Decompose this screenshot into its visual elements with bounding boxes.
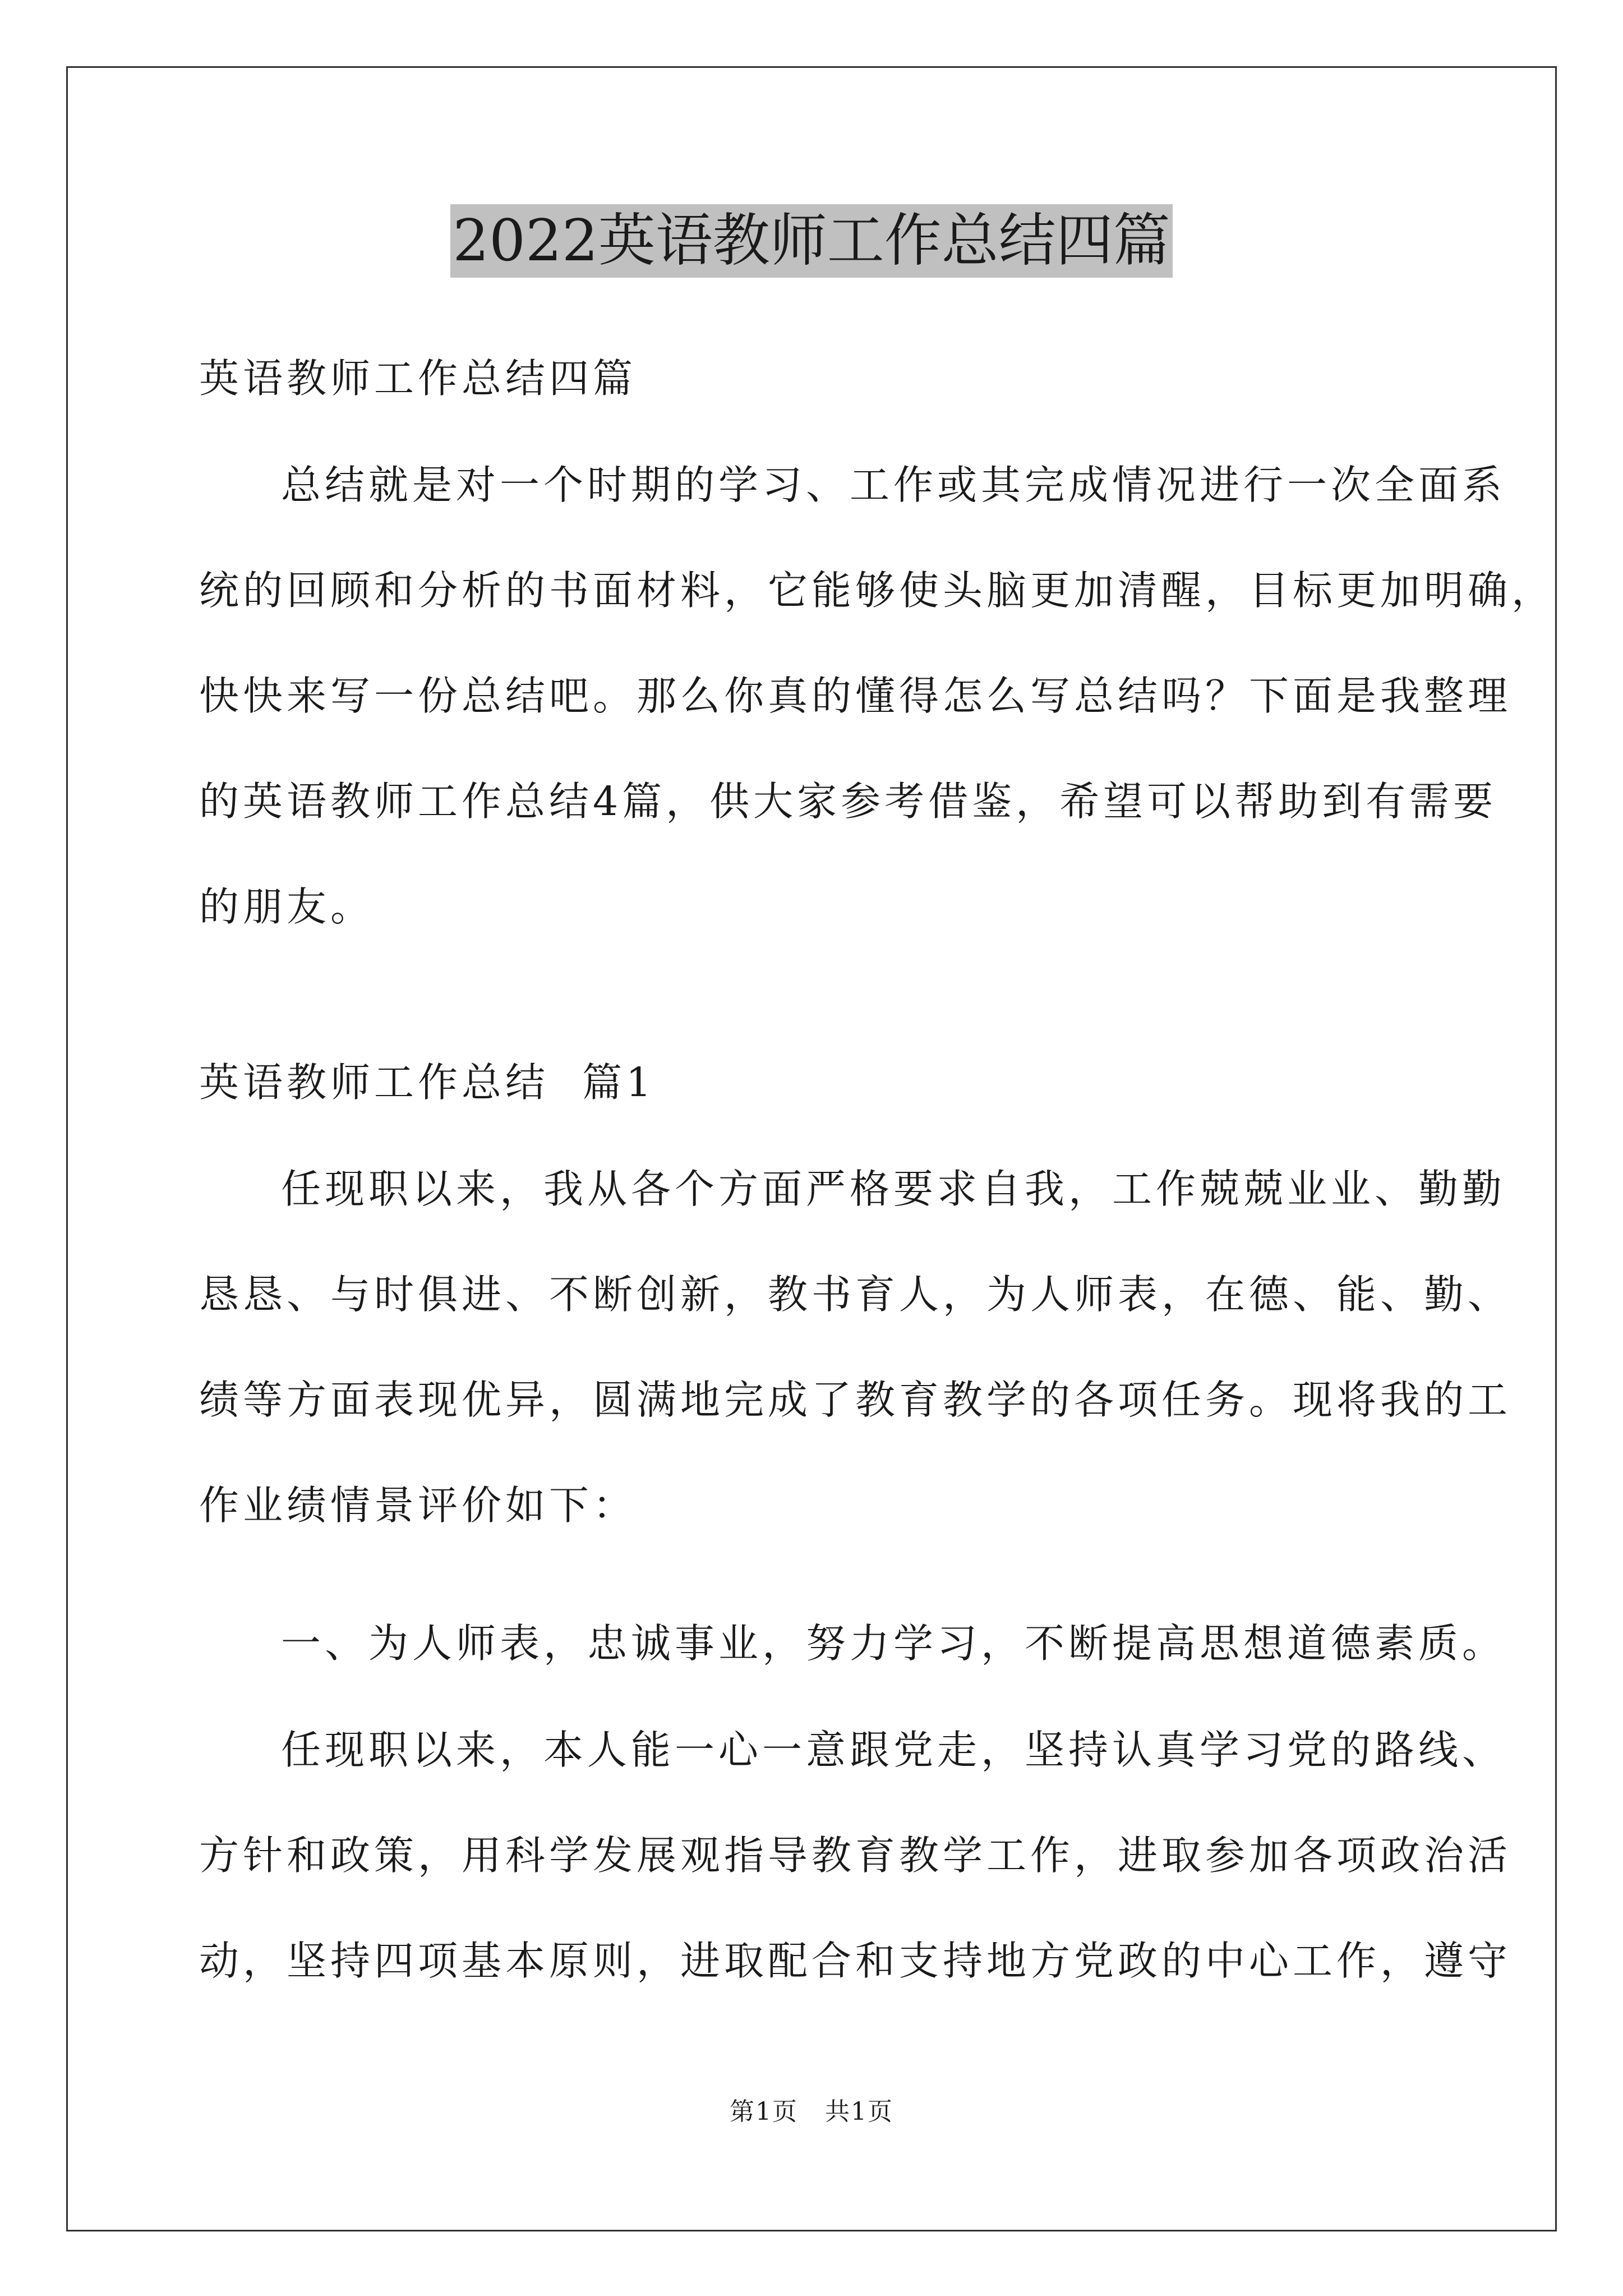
paragraph-line: 任现职以来，我从各个方面严格要求自我，工作兢兢业业、勤勤 <box>281 1166 1506 1212</box>
document-title <box>0 202 1623 280</box>
paragraph-line: 恳恳、与时俱进、不断创新，教书育人，为人师表，在德、能、勤、 <box>199 1271 1512 1318</box>
page-footer <box>0 2095 1623 2129</box>
paragraph-line: 总结就是对一个时期的学习、工作或其完成情况进行一次全面系 <box>281 462 1506 508</box>
paragraph-line: 动，坚持四项基本原则，进取配合和支持地方党政的中心工作，遵守 <box>199 1938 1512 1984</box>
intro-paragraph <box>199 457 1556 935</box>
paragraph-line: 方针和政策，用科学发展观指导教育教学工作，进取参加各项政治活 <box>199 1832 1512 1879</box>
paragraph-line: 的英语教师工作总结4篇，供大家参考借鉴，希望可以帮助到有需要 <box>199 778 1497 825</box>
point-1-text: 一、为人师表，忠诚事业，努力学习，不断提高思想道德素质。 <box>281 1620 1506 1667</box>
paragraph-line: 作业绩情景评价如下： <box>199 1482 637 1529</box>
section-heading <box>199 1055 1433 1111</box>
subtitle-line: 英语教师工作总结四篇 <box>199 355 637 402</box>
paragraph-line: 统的回顾和分析的书面材料，它能够使头脑更加清醒，目标更加明确， <box>199 567 1556 614</box>
paragraph-1 <box>199 1161 1512 1534</box>
point-1 <box>199 1616 1506 1672</box>
paragraph-2 <box>199 1722 1512 1989</box>
paragraph-line: 任现职以来，本人能一心一意跟党走，坚持认真学习党的路线、 <box>281 1727 1506 1773</box>
paragraph-line: 的朋友。 <box>199 884 375 930</box>
page-number: 第1页 共1页 <box>730 2097 893 2126</box>
paragraph-line: 绩等方面表现优异，圆满地完成了教育教学的各项任务。现将我的工 <box>199 1377 1512 1423</box>
section-heading-text: 英语教师工作总结 篇1 <box>199 1059 656 1106</box>
paragraph-line: 快快来写一份总结吧。那么你真的懂得怎么写总结吗？下面是我整理 <box>199 673 1512 719</box>
document-subtitle <box>199 351 1433 407</box>
document-title-text: 2022英语教师工作总结四篇 <box>450 204 1173 278</box>
